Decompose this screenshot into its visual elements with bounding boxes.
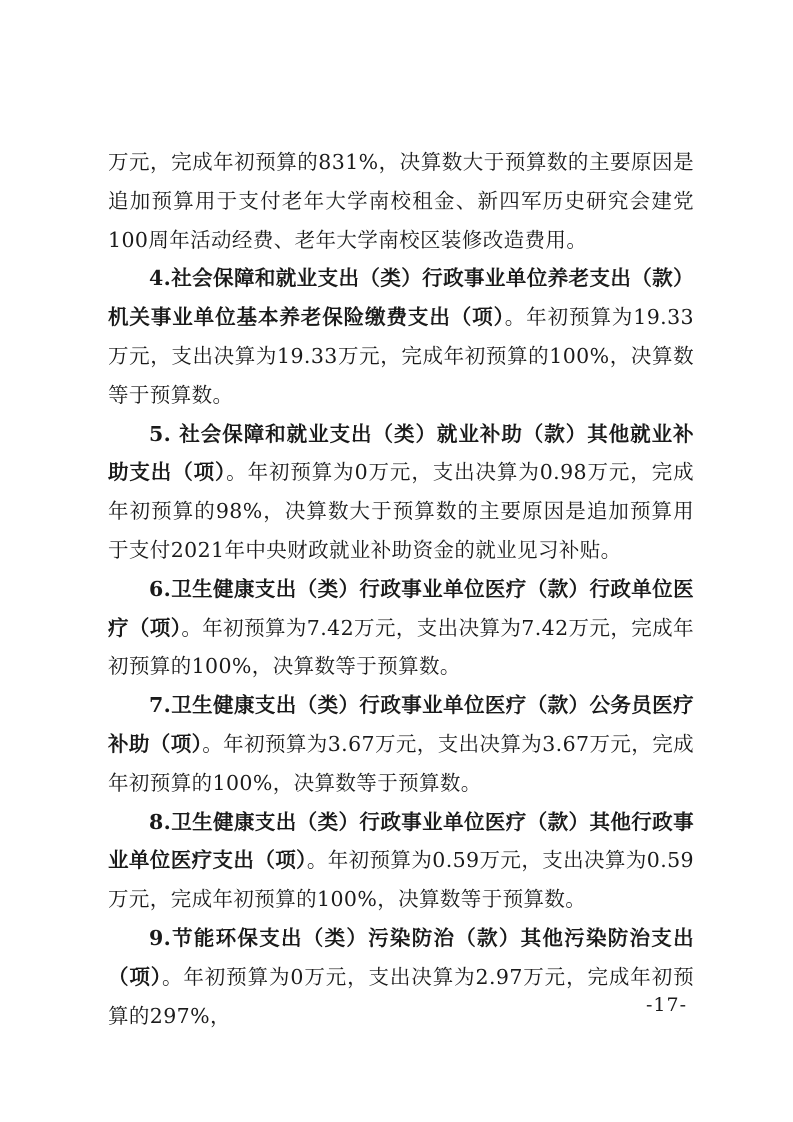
item-heading: 7.卫生健康支出（类）行政事业单位医疗（款）公务员医疗补助（项）	[108, 693, 694, 756]
page-number: -17-	[646, 994, 688, 1016]
paragraph-item-9	[108, 919, 694, 1035]
paragraph-text: 。年初预算为7.42万元，支出决算为7.42万元，完成年初预算的100%，决算数等于预算数。	[108, 615, 694, 679]
document-body	[108, 143, 694, 1035]
paragraph-continuation	[108, 143, 694, 259]
paragraph-item-6	[108, 570, 694, 686]
paragraph-text: 万元，完成年初预算的831%，决算数大于预算数的主要原因是追加预算用于支付老年大学南校租金、新四军历史研究会建党100周年活动经费、老年大学南校区装修改造费用。	[108, 150, 694, 252]
paragraph-text: 。年初预算为19.33万元，支出决算为19.33万元，完成年初预算的100%，决算数等于预算数。	[108, 305, 694, 407]
paragraph-text: 。年初预算为0万元，支出决算为0.98万元，完成年初预算的98%，决算数大于预算数的主要原因是追加预算用于支付2021年中央财政就业补助资金的就业见习补贴。	[108, 460, 694, 562]
paragraph-text: 。年初预算为3.67万元，支出决算为3.67万元，完成年初预算的100%，决算数等于预算数。	[108, 731, 694, 795]
item-heading: 9.节能环保支出（类）污染防治（款）其他污染防治支出（项）	[108, 925, 694, 989]
paragraph-item-8	[108, 803, 694, 919]
item-heading: 8.卫生健康支出（类）行政事业单位医疗（款）其他行政事业单位医疗支出（项）	[108, 809, 694, 873]
paragraph-item-5	[108, 415, 694, 570]
paragraph-text: 。年初预算为0.59万元，支出决算为0.59万元，完成年初预算的100%，决算数等于预算数。	[108, 848, 694, 912]
paragraph-item-7	[108, 686, 694, 802]
paragraph-text: 。年初预算为0万元，支出决算为2.97万元，完成年初预算的297%，	[108, 964, 694, 1028]
item-heading: 5. 社会保障和就业支出（类）就业补助（款）其他就业补助支出（项）	[108, 421, 694, 485]
item-heading: 6.卫生健康支出（类）行政事业单位医疗（款）行政单位医疗（项）	[108, 576, 694, 640]
paragraph-item-4	[108, 259, 694, 414]
item-heading: 4.社会保障和就业支出（类）行政事业单位养老支出（款）机关事业单位基本养老保险缴费支出（项）	[108, 266, 694, 330]
